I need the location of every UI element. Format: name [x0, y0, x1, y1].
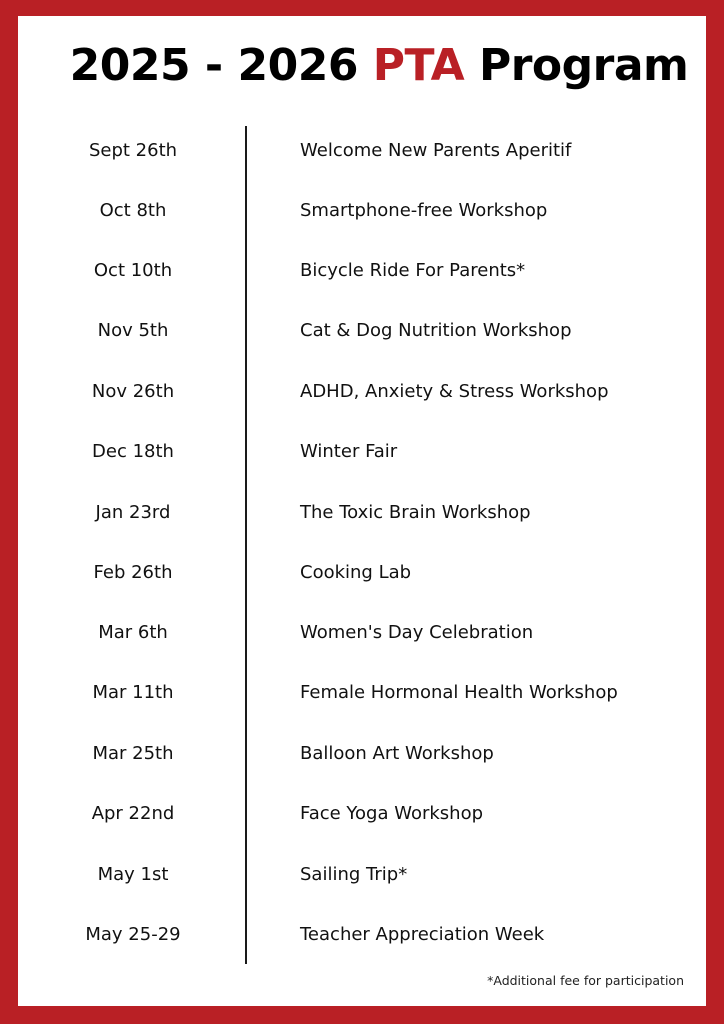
title-accent: PTA [372, 40, 465, 91]
schedule-date: May 25-29 [85, 924, 181, 945]
schedule-event: Bicycle Ride For Parents* [300, 260, 526, 281]
schedule-event: Cat & Dog Nutrition Workshop [300, 320, 572, 341]
schedule-event: The Toxic Brain Workshop [300, 502, 531, 523]
schedule-row [18, 437, 706, 467]
schedule-date: Mar 11th [92, 682, 174, 703]
schedule-row [18, 256, 706, 286]
schedule-event: Smartphone-free Workshop [300, 200, 548, 221]
schedule-row [18, 678, 706, 708]
schedule-date: Oct 8th [99, 200, 167, 221]
poster-content [18, 16, 706, 1006]
schedule-date: May 1st [97, 864, 169, 885]
schedule-date: Mar 6th [98, 622, 168, 643]
schedule-event: Welcome New Parents Aperitif [300, 140, 572, 161]
title-program: Program [464, 40, 689, 91]
schedule-row [18, 377, 706, 407]
schedule-row [18, 498, 706, 528]
fee-footnote: *Additional fee for participation [487, 973, 684, 988]
schedule-event: Women's Day Celebration [300, 622, 534, 643]
schedule-event: Balloon Art Workshop [300, 743, 494, 764]
title-years: 2025 - 2026 [69, 40, 373, 91]
column-divider [245, 126, 247, 964]
schedule-date: Oct 10th [93, 260, 173, 281]
schedule-row [18, 196, 706, 226]
schedule-event: Female Hormonal Health Workshop [300, 682, 618, 703]
schedule-date: Dec 18th [92, 441, 174, 462]
schedule-date: Nov 26th [91, 381, 175, 402]
schedule-row [18, 860, 706, 890]
schedule-row [18, 920, 706, 950]
schedule-date: Jan 23rd [95, 502, 171, 523]
schedule-event: Sailing Trip* [300, 864, 408, 885]
schedule-date: Mar 25th [92, 743, 174, 764]
schedule-row [18, 316, 706, 346]
schedule-event: Face Yoga Workshop [300, 803, 484, 824]
schedule-date: Apr 22nd [91, 803, 175, 824]
schedule-row [18, 558, 706, 588]
schedule-row [18, 136, 706, 166]
schedule-row [18, 799, 706, 829]
schedule-event: Teacher Appreciation Week [300, 924, 545, 945]
schedule-row [18, 739, 706, 769]
schedule-date: Sept 26th [88, 140, 178, 161]
schedule-event: ADHD, Anxiety & Stress Workshop [300, 381, 609, 402]
schedule-event: Winter Fair [300, 441, 398, 462]
schedule-date: Feb 26th [93, 562, 173, 583]
schedule-event: Cooking Lab [300, 562, 412, 583]
page-title [18, 40, 706, 91]
schedule-row [18, 618, 706, 648]
schedule-date: Nov 5th [97, 320, 169, 341]
